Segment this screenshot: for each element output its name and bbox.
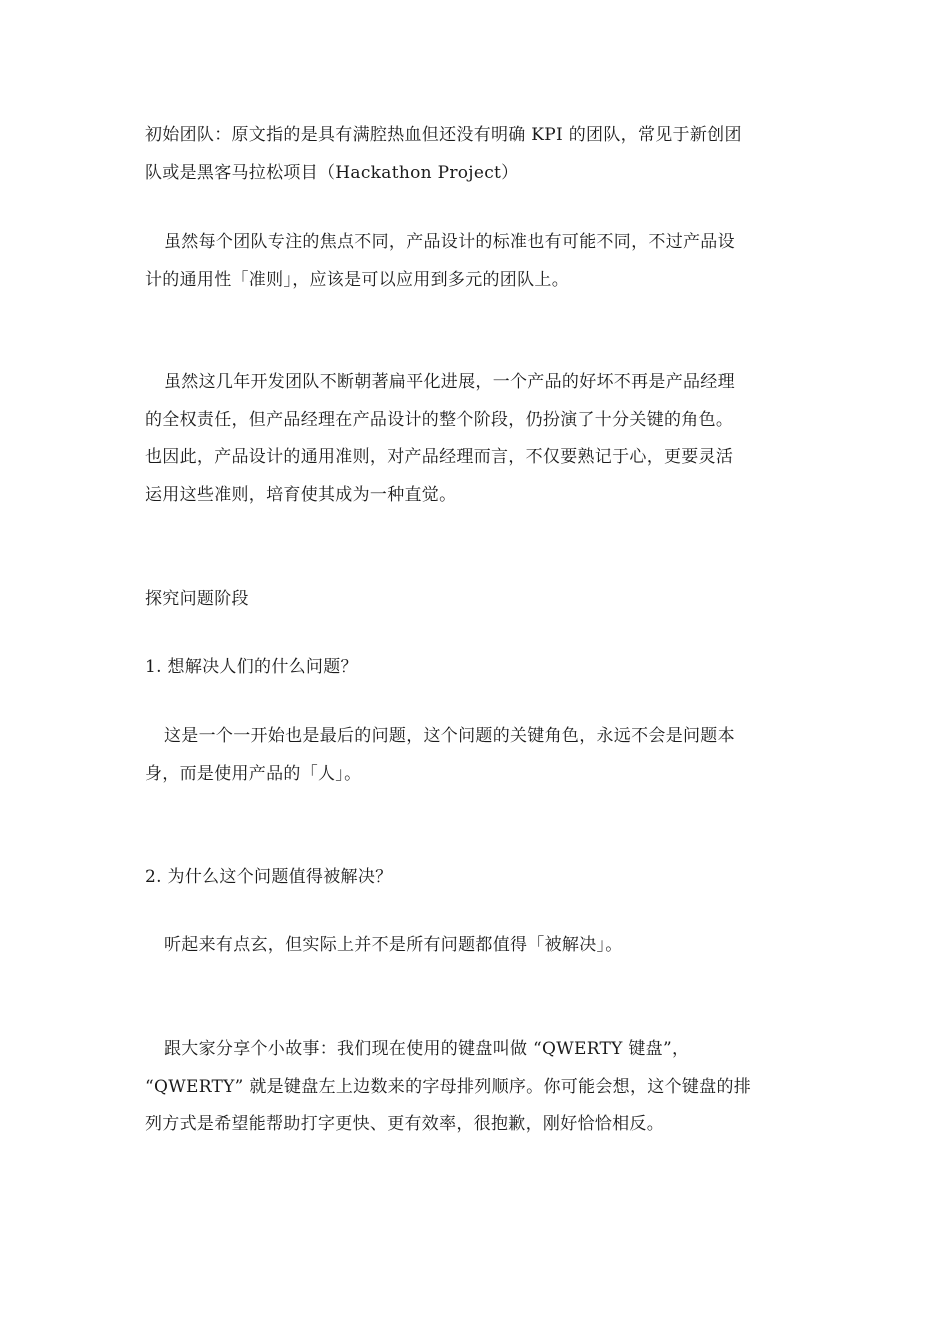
text-line: 计的通用性「准则」，应该是可以应用到多元的团队上。 [145,269,569,290]
paragraph-initial-team [145,117,815,192]
text-line: 虽然这几年开发团队不断朝著扁平化进展，一个产品的好坏不再是产品经理 [164,372,735,392]
text-line: 这是一个一开始也是最后的问题，这个问题的关键角色，永远不会是问题本 [164,726,735,746]
text-line: 初始团队：原文指的是具有满腔热血但还没有明确 KPI 的团队，常见于新创团 [145,125,742,145]
paragraph-answer-1 [145,718,815,793]
text-line: 虽然每个团队专注的焦点不同，产品设计的标准也有可能不同，不过产品设 [164,232,735,252]
paragraph-qwerty-story [145,1031,815,1144]
text-line: 也因此，产品设计的通用准则，对产品经理而言，不仅要熟记于心，更要灵活 [145,447,734,467]
question-1 [145,649,815,687]
paragraph-team-focus [145,224,815,299]
text-line: 跟大家分享个小故事：我们现在使用的键盘叫做 “QWERTY 键盘”， [164,1039,690,1059]
paragraph-product-manager [145,364,815,514]
text-line: 探究问题阶段 [145,589,249,609]
text-line: 运用这些准则，培育使其成为一种直觉。 [145,484,457,505]
question-2 [145,859,815,897]
paragraph-answer-2 [145,927,815,965]
text-line: 身，而是使用产品的「人」。 [145,763,362,784]
text-line: 列方式是希望能帮助打字更快、更有效率，很抱歉，刚好恰恰相反。 [145,1114,664,1134]
text-line: 队或是黑客马拉松项目（Hackathon Project） [145,162,519,183]
section-heading-explore-problem [145,581,815,619]
text-line: 1. 想解决人们的什么问题？ [145,657,358,677]
text-line: 听起来有点玄，但实际上并不是所有问题都值得「被解决」。 [164,935,623,955]
text-line: 的全权责任，但产品经理在产品设计的整个阶段，仍扮演了十分关键的角色。 [145,409,734,430]
text-line: 2. 为什么这个问题值得被解决？ [145,867,393,887]
text-line: “QWERTY” 就是键盘左上边数来的字母排列顺序。你可能会想，这个键盘的排 [145,1076,752,1097]
